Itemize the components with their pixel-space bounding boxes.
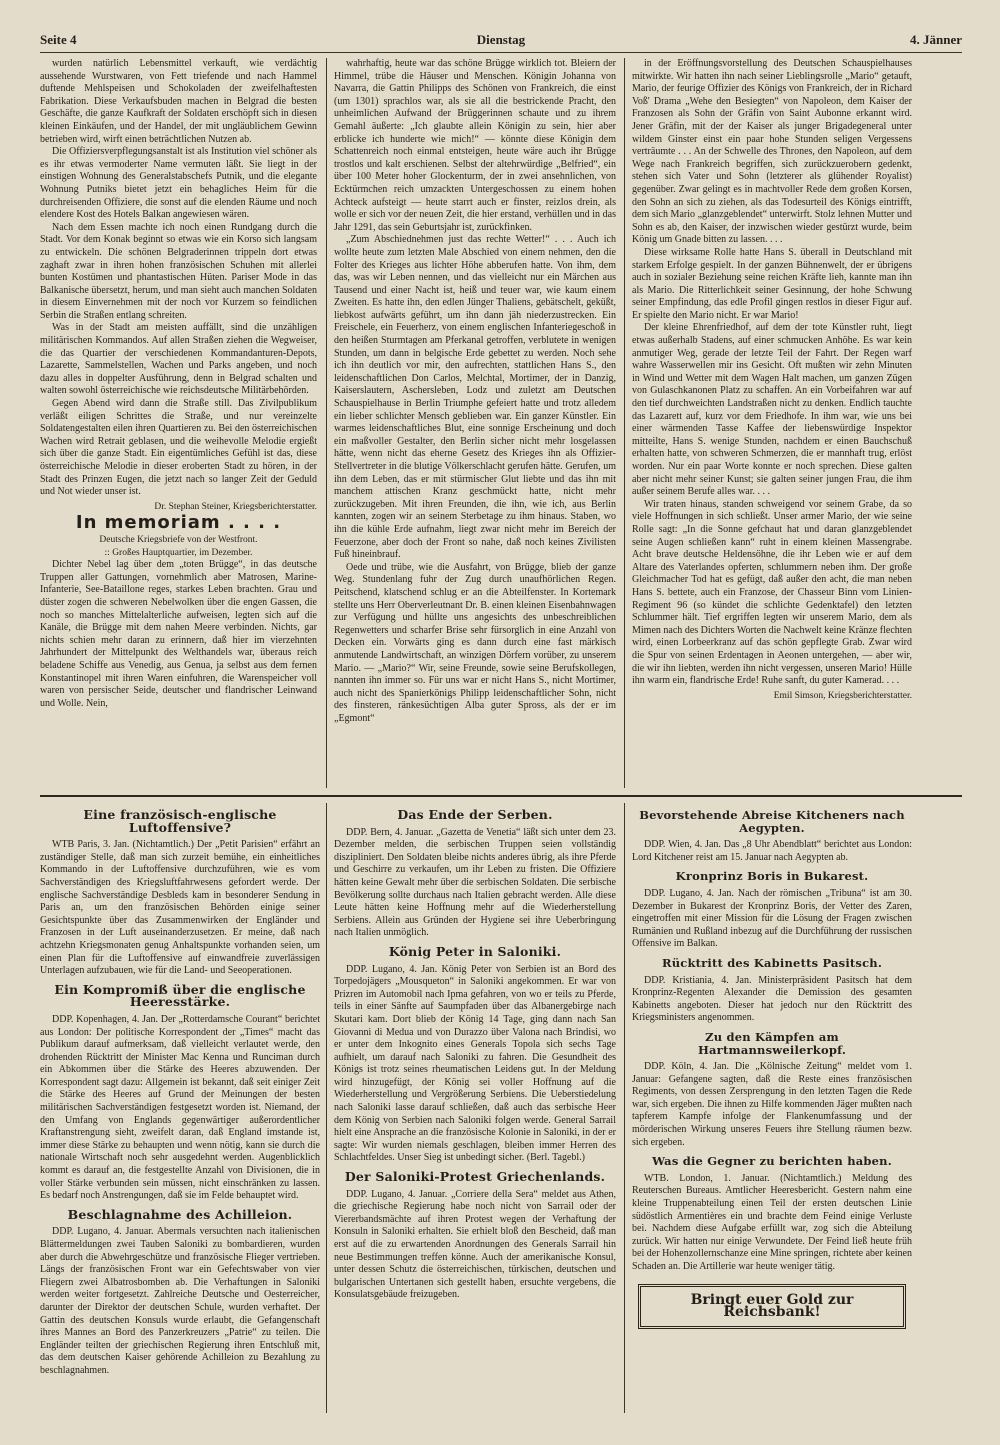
article-subtitle: Deutsche Kriegsbriefe von der Westfront.	[99, 534, 258, 545]
article-paragraph: Die Offiziersverpflegungsanstalt ist als Institution viel schöner als es ihr etwas vermoderter Name vermuten läßt. Sie liegt in der einstigen Wohnung des Generalstabschefs Putnik, und die elegante Wohnung Putniks bietet jetzt ein behagliches Heim für die durchreisenden Offiziere, die sonst auf die elenden Räume und noch elendere Kost des Hotels Balkan angewiesen wären.	[40, 146, 317, 221]
section-divider	[40, 795, 962, 797]
article-paragraph: Nach dem Essen machte ich noch einen Rundgang durch die Stadt. Vor dem Konak beginnt so etwas wie ein Korso sich langsam zu entwickeln. Die schönen Belgraderinnen trippeln dort etwas zaghaft zwar in ihren hohen französischen Schuhen mit allerlei bunten Kostümen und phantastischen Hüten. Pariser Mode in das Balkanische übersetzt, herum, und man sieht auch manchen Soldaten in diesem Einvernehmen mit der noch vor Kurzem so feindlichen Serbin die Straßen entlang schreiten.	[40, 221, 317, 321]
column-divider	[624, 803, 625, 1413]
column-divider	[326, 803, 327, 1413]
news-headline: König Peter in Saloniki.	[388, 943, 562, 959]
article-paragraph: wurden natürlich Lebensmittel verkauft, wie verdächtig aussehende Wurstwaren, von Fett triefende und nach Hammel duftende Mehlspeisen und Schokoladen der zweifelhaftesten Fabrikation. Diese Verkaufsbuden machen in Belgrad die besten Geschäfte, die ganze Kaufkraft der Soldaten erschöpft sich in diesen kleinen Einkäufen, und der Handel, der mit ungläublichem Gewinn betrieben wird, wirft einen beträchtlichen Nutzen ab.	[40, 58, 317, 145]
news-headline: Was die Gegner zu berichten haben.	[652, 1154, 892, 1169]
article-paragraph: Gegen Abend wird dann die Straße still. Das Zivilpublikum verläßt eiligen Schrittes die Straße, und nur vereinzelte Soldatengestalten eilen ihren Quartieren zu. Bei den österreichischen Wachen wird Retrait geblasen, und die weihevolle Melodie ergießt sich über die ganze Stadt. Ein eigentümliches Gefühl ist das, diese österreichische Melodie in dieser eroberten Stadt zu hören, in der Stadt des Prinzen Eugen, die jetzt nach so langer Zeit der Geduld und Not wieder unser ist.	[40, 398, 317, 498]
news-headline: Bevorstehende Abreise Kitcheners nach Aegypten.	[639, 808, 905, 835]
news-text: DDP. Kristiania, 4. Jan. Ministerpräsident Pasitsch hat dem Kronprinz-Regenten Alexander die Demission des gesamten Kabinetts angeboten. Dieser hat jedoch nur den Rücktritt des Kriegsministers angenommen.	[632, 974, 912, 1024]
article-paragraph: Dichter Nebel lag über dem „toten Brügge“, in das deutsche Truppen aller Gattungen, vornehmlich aber Matrosen, Marine-Infanterie, See-Bataillone reges, starkes Leben brachten. Grau und düster zogen die schweren Nebelwolken über die engen Gassen, die noch so manches Mittelalterliche aufweisen, legten sich auf die Kanäle, die Brügge mit dem nahen Meere verbinden. Nichts, gar nichts schien mehr daran zu erinnern, daß hier im vierzehnten Jahrhundert der Mittelpunkt des Welthandels war, überaus reich beladene Schiffe aus Venedig, aus Genua, ja selbst aus dem fernen Konstantinopel mit ihren Waren einfuhren, die Warenspeicher voll waren von persischer Seide, deutscher und flandrischer Leinwand und Wolle. Nein,	[40, 559, 317, 709]
news-headline: Ein Kompromiß über die englische Heeresstärke.	[54, 981, 306, 1010]
article-paragraph: Oede und trübe, wie die Ausfahrt, von Brügge, blieb der ganze Weg. Stundenlang fuhr der Zug durch unaufhörlichen Regen. Peitschend, klatschend schlug er an die Abteilfenster. In Kortemark stellte uns Herr Oberverleutnant Dr. B. einen kleinen Eisenbahnwagen zur Verfügung und hüllte uns angesichts des unbeschreiblichen Regenwetters und scharfer Brise sehr fürsorglich in eine Anzahl von Decken ein. Vorwärts ging es dann durch eine fast märkisch anmutende Landwirtschaft, an winzigen Dörfern vorüber, zu unserem Mario. — „Mario?“ Wir, seine Freunde, sowie seine Berufskollegen, nannten ihn immer so. Für uns war er nicht Hans S., nicht Mortimer, auch nicht des Spanierkönigs Philipp leidenschaftlicher Sohn, nicht des finsteren, ränkesüchtigen Alba guter Spross, als der er im „Egmont“	[334, 561, 616, 724]
article-dateline: :: Großes Hauptquartier, im Dezember.	[104, 547, 253, 558]
column-3	[632, 58, 912, 788]
news-headline: Der Saloniki-Protest Griechenlands.	[344, 1169, 606, 1185]
news-text: DDP. Bern, 4. Januar. „Gazetta de Venetia“ läßt sich unter dem 23. Dezember melden, die serbischen Truppen seien vollständig diszipliniert. Den Soldaten bleibe nichts anderes übrig, als ihre Pferde und Geschirre zu verkaufen, um ihr Leben zu fristen. Die Offiziere hätten keine Gewalt mehr über die serbischen Soldaten. Die serbische Bevölkerung sollte durchaus nach Italien gebracht werden. Alle diese Leute hätten keine Hoffnung mehr auf die Wiederherstellung Serbiens. Allein aus Gründen der Hygiene sei ihre Ueberbringung nach Italien unmöglich.	[334, 826, 616, 939]
column-1	[40, 58, 317, 788]
news-text: DDP. Lugano, 4. Januar. „Corriere della Sera“ meldet aus Athen, die griechische Regierung habe noch nicht von Sarrail oder der Viererbandsmächte auf ihren Protest wegen der Verhaftung der Konsuln in Saloniki erhalten. Sie erhielt bloß den Bescheid, daß man erst auf die zu erwartenden Anordnungen des Generals Sarrail hin neue Bestimmungen treffen könne. Auch der amerikanische Konsul, unter dessen Schutz die österreichischen, türkischen, deutschen und bulgarischen Untertanen sich gestellt haben, ersuchte vergebens, die Konsulatsgebäude freizugeben.	[334, 1188, 616, 1301]
gold-advertisement: Bringt euer Gold zur Reichsbank!	[638, 1284, 906, 1329]
news-text: DDP. Lugano, 4. Jan. König Peter von Serbien ist an Bord des Torpedojägers „Mousqueton“ in Saloniki angekommen. Er war von Prizren im Automobil nach Ipma gefahren, von wo er teils zu Pferde, teils in einer Sänfte auf Saumpfaden über das Albanergebirge nach Skutari kam. Dort blieb der König 14 Tage, ging dann nach San Giovanni di Medua und von Durazzo über Valona nach Brindisi, wo er unter dem Inkognito eines Generals Topola sich sechs Tage aufhielt, um darauf nach Saloniki zu fahren. Die Gesundheit des Königs ist trotz seines rheumatischen Leidens gut. In der Meldung wird hinzugefügt, der König sei voller Hoffnung auf die Wiederherstellung und Vergrößerung Serbiens. Die Ueberstiedelung nach Saloniki lasse darauf schließen, daß auch das serbische Heer dem König von Serbien nach Saloniki folgen werde. General Sarrail hielt eine Ansprache an die französische Kolonie in Saloniki, in der er sagte: Wir wurden niemals geschlagen, bleiben immer Herren des Schlachtfeldes. Unser Sieg ist unbedingt sicher. (Berl. Tagebl.)	[334, 963, 616, 1164]
news-text: DDP. Wien, 4. Jan. Das „8 Uhr Abendblatt“ berichtet aus London: Lord Kitchener reist am 15. Januar nach Aegypten ab.	[632, 839, 912, 863]
news-text: WTB Paris, 3. Jan. (Nichtamtlich.) Der „Petit Parisien“ erfährt an zuständiger Stelle, daß man sich zurzeit bemühe, ein einheitliches Kommando in der Luftoffensive durchzuführen, wie es vom Sachverständigen des Kriegsluftfahrwesens gefordert werde. Der englische Sachverständige Desbleds kam in besonderer Sendung in Paris an, um den französischen Behörden einige seiner Gesichtspunkte über das Zusammenwirken der Engländer und Franzosen in der Luft auseinanderzusetzen. Er meine, daß nach achtzehn Kriegsmonaten genug Anhaltspunkte vorhanden seien, um einen Plan für die Luftoffensive auf einwandfreie zuverlässigen Unterlagen aufzubauen, wie für die Land- und Seeoperationen.	[40, 839, 320, 977]
article-paragraph: Diese wirksame Rolle hatte Hans S. überall in Deutschland mit starkem Erfolge gespielt. In der ganzen Bühnenwelt, der er übrigens auch in sozialer Beziehung seine reichen Kräfte lieh, kannte man ihn als Mario. Die Ritterlichkeit seiner Gesinnung, der hohe Schwung seiner Empfindung, das edle Profil gingen restlos in dieser Figur auf. Er spielte den Mario nicht. Er war Mario!	[632, 246, 912, 321]
author-signature: Dr. Stephan Steiner, Kriegsberichterstatter.	[154, 501, 317, 512]
news-headline: Eine französisch-englische Luftoffensive?	[83, 807, 277, 835]
author-signature: Emil Simson, Kriegsberichterstatter.	[773, 690, 912, 701]
article-paragraph: Was in der Stadt am meisten auffällt, sind die unzähligen militärischen Kommandos. Auf allen Straßen ziehen die Wegweiser, die das Quartier der verschiedenen Kommandanturen-Depots, Lazarette, Sammelstellen, Wachen und Parks angeben, und noch dazu alles in doppelter Ausführung, denn in Belgrad schalten und walten sowohl österreichische wie reichsdeutsche Militärbehörden.	[40, 322, 317, 397]
article-title: In memoriam . . . .	[75, 512, 282, 534]
article-paragraph: „Zum Abschiednehmen just das rechte Wetter!“ . . . Auch ich wollte heute zum letzten Male Abschied von einem nehmen, den die Folter des Krieges aus lichter Höhe abberufen hatte. Von ihm, dem das, was wir Leben nennen, und das vielleicht nur ein Märchen aus Tausend und einer Nacht ist, heiß und teuer war, wie kaum einem Zweiten. Es hatte ihn, den edlen Jünger Thaliens, gebätschelt, geküßt, liebkost aufwärts geführt, um ihn dann jäh niederzustrecken. Ein Freischele, ein Feuerherz, von einem englischen Infanteriegeschoß in den heißen Sturmtagen am Pferkanal getroffen, verblutete in wenigen Stunden, um dann in belgische Erde gebettet zu werden. Noch sehe ich ihn deutlich vor mir, den aufrechten, stattlichen Hans S., den leidenschaftlichen Don Carlos, Melchtal, Mortimer, der in Danzig, Kaiserslautern, Aschersleben, Lodz und zuletzt am Deutschen Schauspielhause in Berlin Triumphe gefeiert hatte und trotz alledem ein lieber schlichter Mensch geblieben war. Ein ganzer Künstler. Ein warmes leidenschaftliches Blut, eine sonnige Erscheinung und doch ein maßvoller Gestalter, den Berlin sicher nicht mehr losgelassen hätte, wenn nicht das eherne Gesetz des Krieges ihn als Offizier-Stellvertreter in die blutige Völkerschlacht gerufen hätte. Gerufen, um ihn dem Leben, das er mit stürmischer Glut liebte und das ihn mit manchem attischen Kranz geschmückt hatte, nicht mehr zurückzugeben. Mit ihren Freunden, die ihn, wie ich, aus Berlin kannten, zogen wir an seinem Sterbetage zu ihm hinaus. Staben, wo ihn die kühle Erde aufnahm, liegt zwar nicht mehr im Bereich der Feuerzone, aber doch der Front so nahe, daß noch keines Zivilisten Fuß hineinbrauf.	[334, 234, 616, 561]
weekday: Dienstag	[476, 32, 526, 47]
news-headline: Kronprinz Boris in Bukarest.	[675, 869, 869, 884]
article-paragraph: Der kleine Ehrenfriedhof, auf dem der tote Künstler ruht, liegt etwas außerhalb Stadens, auf einer schmucken Anhöhe. Es war kein anmutiger Weg, gerade der letzte Teil der Fahrt. Der Regen warf wahre Wasserwellen mir ins Gesicht. Oft mußten wir zehn Minuten in Wind und Wetter mit dem Wagen Halt machen, um ganzen Zügen von Gulaschkanonen Platz zu schaffen. An ein Vorbeifahren war auf den tief durchweichten Landstraßen nicht zu denken. Endlich tauchte das Lazarett auf, kurz vor dem Friedhofe. In ihm war, wie uns bei einer wärmenden Tasse Kaffee der liebenswürdige Inspektor mitteilte, Hans S. wenige Stunden, nachdem er einen Bauchschuß erhalten hatte, von schweren Schmerzen, die er mannhaft trug, erlöst worden. Nur ein paar Worte konnte er noch sprechen. Diese galten aber nicht mehr seiner Kunst; sie galten seiner jungen Frau, die ihm außer seinem Berufe alles war. . . .	[632, 322, 912, 498]
news-text: DDP. Köln, 4. Jan. Die „Kölnische Zeitung“ meldet vom 1. Januar: Gefangene sagten, daß die Reste eines französischen Regiments, von dessen Zersprengung in den letzten Tagen die Rede war, sich ergeben. Die ihnen zu Hilfe kommenden Jäger mußten nach tapferem Kampfe infolge der Flankenumfassung und der mörderischen Wirkung unseres Feuers ihre Stellung räumen bezw. sich ergeben.	[632, 1061, 912, 1148]
column-divider	[326, 58, 327, 788]
news-headline: Zu den Kämpfen am Hartmannsweilerkopf.	[697, 1029, 847, 1057]
news-headline: Rücktritt des Kabinetts Pasitsch.	[661, 955, 883, 970]
column-divider	[624, 58, 625, 788]
news-text: DDP. Kopenhagen, 4. Jan. Der „Rotterdamsche Courant“ berichtet aus London: Der politische Korrespondent der „Times“ macht das Publikum darauf aufmerksam, daß vielleicht verlautet werde, den drohenden Rücktritt der Minister Mac Kenna und Runciman durch ein Abkommen über die Stärke des Heeres abzuwenden. Der Korrespondent sagt dazu: Allgemein ist bekannt, daß seit einiger Zeit die Stärke des Heeres auf Grund der Meinungen der besten militärischen Sachverständigen festgesetzt worden ist. Niemand, der den Umfang von Englands gegenwärtiger außerordentlicher Kraftanstrengung sieht, zweifelt daran, daß England imstande ist, immer diese Stärke zu behaupten und wenn nötig, kann sie durch die nationale Wirtschaft noch sehr ausgedehnt werden. Augenblicklich kommt es darauf an, die festgestellte Anzahl von Divisionen, die in voller Stärke verbunden sein müssen, nicht einschränken zu lassen. Es bedarf noch Anstrengungen, daß sie im Felde behauptet wird.	[40, 1013, 320, 1202]
news-headline: Das Ende der Serben.	[397, 807, 553, 822]
news-text: DDP. Lugano, 4. Jan. Nach der römischen „Tribuna“ ist am 30. Dezember in Bukarest der Kronprinz Boris, der Vetter des Zaren, eingetroffen mit einer Mission für die Lösung der Fragen zwischen Rumänien und Rußland inbezug auf die Durchführung der russischen Offensive im Balkan.	[632, 887, 912, 950]
page-number: Seite 4	[40, 32, 77, 47]
article-paragraph: in der Eröffnungsvorstellung des Deutschen Schauspielhauses mitwirkte. Wir hatten ihn nach seiner Lieblingsrolle „Mario“ getauft, Mario, der feurige Offizier des Königs von Frankreich, der in Richard Voß' Drama „Wehe den Besiegten“ von Napoleon, dem Kaiser der Franzosen als Sohn der Gräfin von Saint Aubonne erkannt wird. Jener Gräfin, mit der der Kaiser als junger Brigadegeneral unter wildem Ginster einst ein paar hohe Stunden seligen Vergessens verträumte . . . An der Schwelle des Thrones, den Napoleon, auf dem Wege nach Frankreich begriffen, sich zurückzuerobern gedenkt, stehen sich Vater und Sohn (letzterer als glühender Royalist) gegenüber. Zwar gelingt es in machtvoller Rede dem großen Korsen, den Sohn an sich zu ziehen, als das Todesurteil des Königs eintrifft, dem sich Mario „glanzgeblendet“ unterwirft. Stolz lehnen Mutter und Sohn es ab, den Kaiser, der inzwischen wieder gestürzt wurde, beim König um Gnade bitten zu lassen. . . .	[632, 58, 912, 246]
article-paragraph: wahrhaftig, heute war das schöne Brügge wirklich tot. Bleiern der Himmel, trübe die Häuser und Menschen. Königin Johanna von Navarra, die Gattin Philipps des Schönen von Frankreich, die einst (um 1301) sprachlos war, als sie all die bestrickende Pracht, den unheimlichen Aufwand der Brüggerinnen schaute und zu ihrem Gemahl äußerte: „Ich glaubte allein Königin zu sein, hier aber erblicke ich hunderte wie mich!“ — könnte diese Königin dem Schattenreich noch einmal entsteigen, heute wäre auch ihr Brügge trostlos und kalt erschienen. Selbst der altehrwürdige „Belfried“, ein über 100 Meter hoher Glockenturm, der in zwei ansehnlichen, von Ecktürmchen reich umzackten Untergeschossen zu einem hohen Achteck aufsteigt — heute starrt auch er finster, reizlos drein, als wolle er sich vor der neuen Zeit, die hier erstand, verhüllen und in das Jahr 1291, das sein Geburtsjahr ist, zurückfinken.	[334, 58, 616, 233]
bottom-column-3	[632, 803, 912, 1413]
news-text: DDP. Lugano, 4. Januar. Abermals versuchten nach italienischen Blättermeldungen zwei Tauben Saloniki zu bombardieren, wurden aber durch die Abwehrgeschütze und französische Flieger vertrieben. Längs der französischen Front war ein Gefechtswaber von vier Fliegern zwei Albatrosbomben ab. Die Verhaftungen in Saloniki werden weiter fortgesetzt. Zahlreiche Deutsche und Oesterreicher, darunter der Direktor der deutschen Schule, wurden verhaftet. Der Gattin des deutschen Konsuls wurde erlaubt, die Gefangenschaft ihres Mannes an Bord des Panzerkreuzers „Patrie“ zu teilen. Die Engländer teilten der griechischen Regierung ihren Entschluß mit, das dem deutschen Kaiser gehörende Achilleion zu Bezahlung zu beschlagnahmen.	[40, 1226, 320, 1376]
bottom-column-2	[334, 803, 616, 1413]
news-text: WTB. London, 1. Januar. (Nichtamtlich.) Meldung des Reuterschen Bureaus. Amtlicher Heeresbericht. Gestern nahm eine kleine Truppenabteilung einen Teil der ersten deutschen Linie südöstlich Armentières ein und brachte dem Feind einige Verluste bei. Nachdem diese Aufgabe erfüllt war, zog sich die Abteilung zurück. Wir hatten nur einige Verwundete. Der Feind ließ heute früh bei der Hohenzollernschanze eine Mine springen, richtete aber keinen Schaden an. Die Artillerie war heute weniger tätig.	[632, 1172, 912, 1272]
page-header	[40, 28, 962, 53]
bottom-column-1	[40, 803, 320, 1413]
column-2	[334, 58, 616, 788]
news-headline: Beschlagnahme des Achilleion.	[67, 1206, 293, 1222]
article-paragraph: Wir traten hinaus, standen schweigend vor seinem Grabe, da so viele Hoffnungen in sich schließt. Unser armer Mario, der wie seine Rolle sagt: „In die Sonne gefchaut hat und daran glanzgeblendet seine Augen schließen kann“ ruht in einem kleinen Massengrabe. Acht brave deutsche Heldensöhne, die ihr Leben wie er auf dem Altare des Vaterlandes opferten, schlummern neben ihm. Der große Gleichmacher Tod hat es gefügt, daß außer den acht, die man neben Hans S. bettete, auch ein Franzose, der Chasseur Binn vom Linien-Regiment 96 (so kündet die schlichte Gedenktafel) den letzten Schlummer hält. Tief ergriffen legten wir unserem Mario, dem als Mimen nach des Dichters Worten die Nachwelt keine Kränze flechten wird, einen Lorbeerkranz auf das schön gepflegte Grab. Zwar wird die Spur von seinen Erdentagen in Aeonen untergehen, — aber wir, die wir ihn liebten, werden ihn nicht vergessen, unseren Mario! Hülle ihn warm ein, flandrische Erde! Ruhe sanft, du guter Kamerad. . . .	[632, 498, 912, 687]
date: 4. Jänner	[910, 32, 962, 47]
